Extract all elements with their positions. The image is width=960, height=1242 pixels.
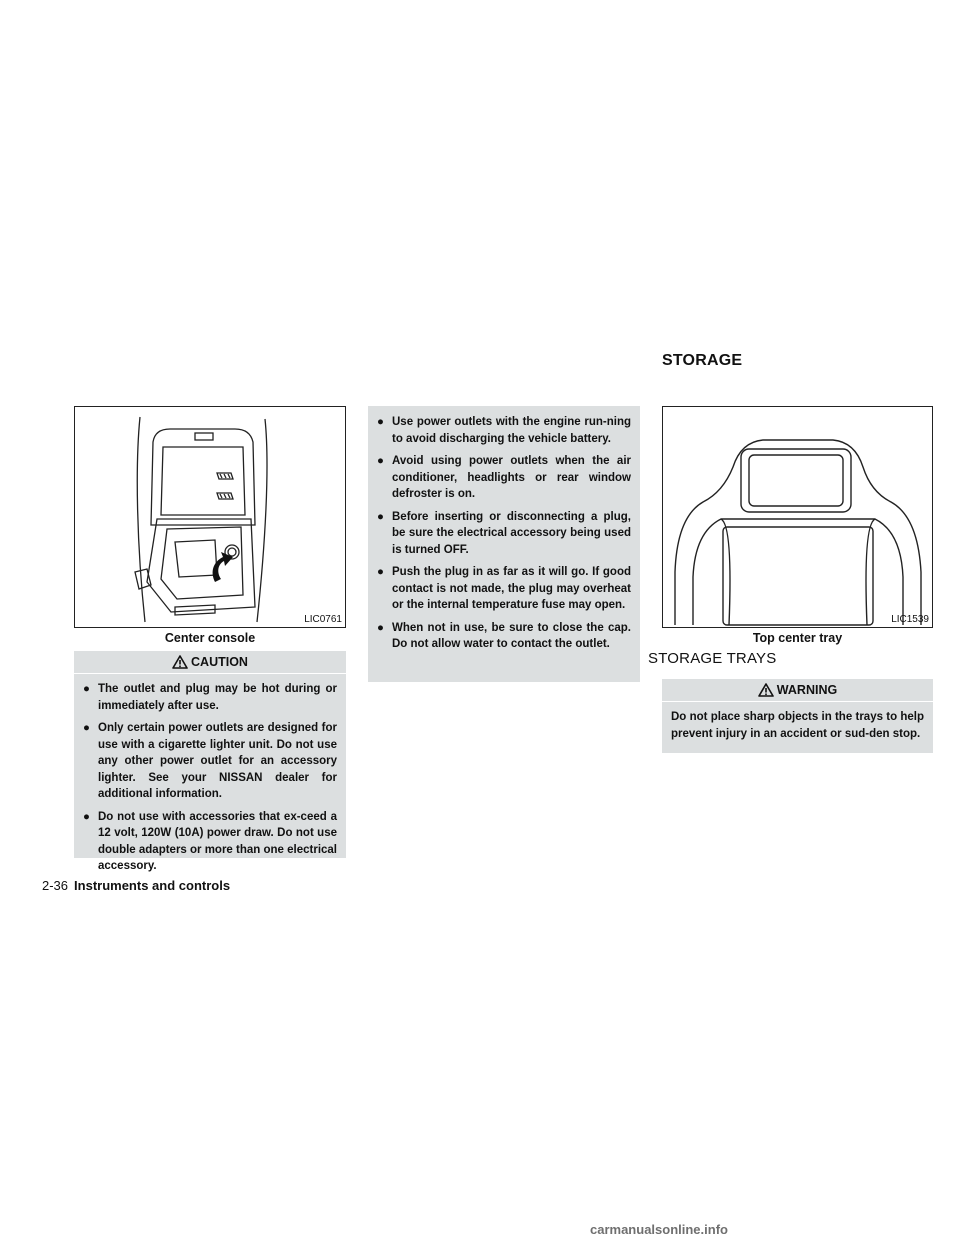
caution-box: [74, 651, 346, 872]
figure-caption: Top center tray: [752, 631, 843, 645]
caution-list: [83, 681, 337, 875]
figure-caption: Center console: [164, 631, 256, 645]
storage-trays-heading: STORAGE TRAYS: [648, 650, 777, 667]
center-console-figure: [74, 406, 346, 628]
warning-triangle-icon: [172, 655, 188, 669]
list-item: ● Push the plug in as far as it will go. If good contact is not made, the plug may overheat or the internal temperature fuse may open.: [377, 566, 631, 611]
bullet: ●: [83, 683, 90, 695]
page-footer: [42, 878, 230, 893]
warning-triangle-icon: [758, 683, 774, 697]
warning-text: Do not place sharp objects in the trays to help prevent injury in an accident or sud-den stop.: [671, 711, 924, 740]
list-item: ● Use power outlets with the engine run-ning to avoid discharging the vehicle battery.: [377, 416, 631, 445]
caution-heading: CAUTION: [74, 651, 346, 674]
list-item: ● Only certain power outlets are designed for use with a cigarette lighter unit. Do not use any other power outlet for an accessory lighter. See your NISSAN dealer for additional information.: [83, 722, 337, 800]
list-item: ● Avoid using power outlets when the air conditioner, headlights or rear window defroster is on.: [377, 455, 631, 500]
figure-code: LIC0761: [304, 614, 342, 625]
list-item: ● When not in use, be sure to close the cap. Do not allow water to contact the outlet.: [377, 621, 631, 650]
page-number: 2-36: [42, 878, 69, 893]
bullet: ●: [83, 810, 90, 823]
caution-list-continued: [377, 414, 631, 653]
list-item: ● Do not use with accessories that ex-ceed a 12 volt, 120W (10A) power draw. Do not use double adapters or more than one electrical accessory.: [83, 810, 338, 872]
top-center-tray-illustration: [663, 407, 932, 627]
section-title: STORAGE: [662, 352, 743, 369]
list-item: ● Before inserting or disconnecting a plug, be sure the electrical accessory being used is turned OFF.: [377, 510, 631, 556]
warning-heading: WARNING: [662, 679, 933, 702]
top-center-tray-figure: [662, 406, 933, 628]
bullet: ●: [377, 455, 384, 467]
bullet: ●: [377, 621, 384, 634]
bullet: ●: [377, 566, 384, 578]
figure-code: LIC1539: [891, 614, 929, 625]
caution-box-continued: [368, 406, 640, 682]
bullet: ●: [377, 416, 384, 428]
chapter-title: Instruments and controls: [74, 878, 231, 893]
bullet: ●: [83, 722, 90, 734]
center-console-illustration: [75, 407, 345, 627]
list-item: ● The outlet and plug may be hot during or immediately after use.: [83, 683, 337, 712]
watermark: carmanualsonline.info: [590, 1222, 728, 1237]
warning-box: [662, 679, 933, 753]
bullet: ●: [377, 510, 384, 523]
